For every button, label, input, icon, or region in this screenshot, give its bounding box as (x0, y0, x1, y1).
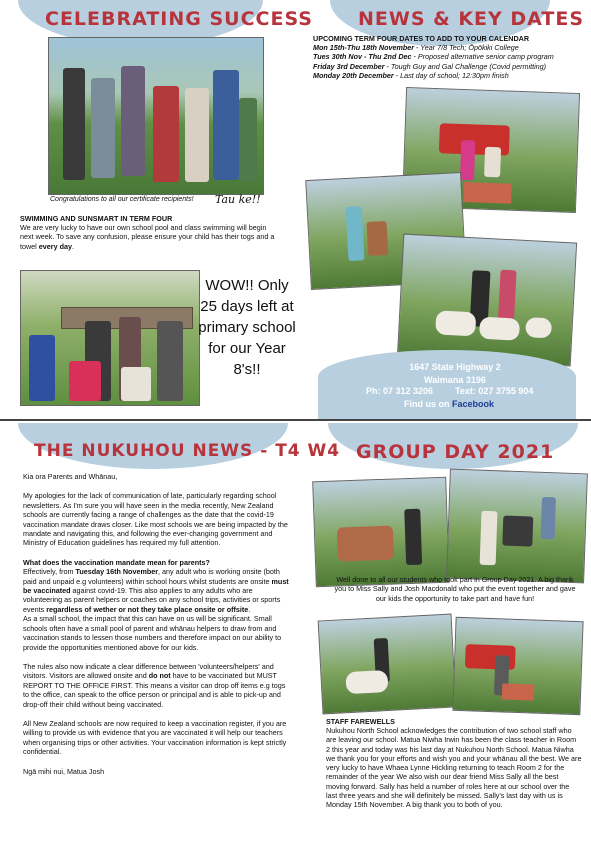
crate (463, 182, 512, 204)
person-figure (541, 497, 556, 539)
letter-paragraph: Effectively, from Tuesday 16th November, any adult who is working onsite (both paid and unpaid e.g volunteers) within school hours whilst students are onsite must be vaccinated against covid-19. This also applies to any adults who are volunteering as parent helpers or coaches on any school trips, activities or sports events regardless of wether or not they take place onsite or offsite. (23, 567, 289, 614)
contact-details (380, 361, 530, 386)
address-line-1: 1647 State Highway 2 (409, 362, 501, 372)
address-line-2: Waimana 3196 (424, 374, 486, 385)
letter-paragraph: My apologies for the lack of communication of late, particularly regarding school newsletters. As I'm sure you will have seen in the media recently, New Zealand schools are currently facing a range of challenges as the date that the covid-19 vaccination mandate draws closer. Like most schools we are being impacted by the mandate and navigating this, and following the ever-changing government and Ministry of Education guidelines has required my full attention. (23, 491, 288, 548)
vaccination-question: What does the vaccination mandate mean for parents? (23, 557, 210, 567)
person-figure (480, 511, 498, 566)
sheep-figure (435, 310, 476, 336)
principal-letter (23, 472, 293, 776)
alpaca-figure (502, 516, 533, 547)
student-figure (69, 361, 101, 401)
nukuhou-news-heading: THE NUKUHOU NEWS - T4 W4 (34, 441, 341, 461)
student-figure (157, 321, 183, 401)
person-figure (404, 509, 422, 566)
find-us-label: Find us on (404, 399, 452, 409)
letter-paragraph: The rules also now indicate a clear difference between 'volunteers/helpers' and visitors. Visitors are allowed onsite and do not have to be vaccinated but MUST REPORT TO THE OFFICE FIRST. This means a visitor can drop off items e.g togs to the office, can speak to the office person or principal and is able to pick-up and drop-off their child without being vaccinated. (23, 661, 286, 709)
date-item: Friday 3rd December - Tough Guy and Gal Challenge (Covid permitting) (313, 61, 547, 71)
letter-greeting: Kia ora Parents and Whānau, (23, 472, 118, 481)
phone-number: Ph: 07 312 3206 (366, 386, 434, 396)
student-figure (29, 335, 55, 401)
letter-paragraph: As a small school, the impact that this can have on us will be significant. Small schools often have a small pool of parent and whānau helpers to draw from and vaccination stands to lessen those numbers and therefore impact on our ability to provide the opportunities mentioned above for our kids. (23, 614, 282, 652)
date-item: Monday 20th December - Last day of school; 12:30pm finish (313, 70, 509, 80)
group-day-heading: GROUP DAY 2021 (356, 441, 555, 463)
newsletter-page-top (0, 0, 591, 420)
student-figure (121, 66, 145, 176)
swimming-text-body: We are very lucky to have our own school pool and class swimming will begin next week. To save any confusion, please ensure your child has their togs and a towel (20, 223, 275, 251)
date-item: Tues 30th Nov - Thu 2nd Dec - Proposed alternative senior camp program (313, 52, 554, 62)
student-figure (213, 70, 239, 180)
student-figure (239, 98, 257, 182)
swimming-title: SWIMMING AND SUNSMART IN TERM FOUR (20, 214, 173, 223)
person-figure (346, 206, 365, 261)
student-figure (63, 68, 85, 180)
tau-ke-handwritten: Tau ke!! (215, 193, 261, 206)
cow-figure (337, 526, 394, 562)
group-day-text: Well done to all our students who took part in Group Day 2021. A big thank you to Miss Sally and Josh Macdonald who put the event together and gave our kids the opportunity to take part and have fun! (334, 575, 576, 603)
person-figure (460, 140, 475, 180)
crate (502, 683, 535, 700)
swimming-text (20, 223, 276, 251)
sheep-figure (525, 317, 552, 338)
swimming-text-end: . (71, 241, 74, 251)
find-us-line (404, 399, 494, 409)
dates-list (313, 43, 588, 80)
year8-students-photo (20, 270, 200, 406)
calf-figure (367, 221, 389, 256)
facebook-link[interactable]: Facebook (452, 399, 495, 409)
group-day-photo-truck (452, 617, 583, 715)
sheep-figure (345, 670, 388, 694)
text-number: Text: 027 3755 904 (455, 386, 534, 396)
letter-paragraph: All New Zealand schools are now required to keep a vaccination register, if you are willing to provide us with evidence that you are vaccinated it will help our teachers when organising trips or other activities. Your vaccination information is kept strictly confidential. (23, 718, 287, 757)
date-item: Mon 15th-Thu 18th November - Year 7/8 Tech; Ōpōkiki College (313, 43, 519, 52)
student-figure (185, 88, 209, 182)
group-day-photo-sheep (318, 614, 457, 715)
swimming-text-bold: every day (38, 241, 72, 251)
newsletter-page-bottom (0, 421, 591, 849)
student-figure (121, 367, 151, 401)
letter-signoff: Ngā mihi nui, Matua Josh (23, 766, 105, 776)
staff-farewells-title: STAFF FAREWELLS (326, 717, 395, 726)
year8-countdown-text: WOW!! Only 25 days left at primary school for our Year 8's!! (198, 277, 296, 378)
news-key-dates-heading: NEWS & KEY DATES (358, 8, 585, 30)
student-figure (153, 86, 179, 182)
certificate-recipients-photo (48, 37, 264, 195)
sheep-figure (479, 317, 520, 341)
staff-farewells-text: Nukuhou North School acknowledges the contribution of two school staff who are leaving our school. Matua Niwha Irwin has been the class teacher in Room 2 this year and today was his last day at Nukuhou North School. Matua Niwha we thank you for your efforts and wish you and your whānau all the best. We are very lucky to have Whaea Lynne Hickling returning to teach Room 2 for the remainder of the year We also wish our dear friend Miss Sally all the best moving forward. Sally has held a number of roles here at our school over the last three years and she will definitely be missed. Sally's last day with us is Monday 15th November. A big thank you to both of you. (326, 726, 582, 810)
group-day-photo-alpaca (446, 469, 588, 584)
photo-caption: Congratulations to all our certificate recipients! (50, 196, 194, 203)
dates-title: UPCOMING TERM FOUR DATES TO ADD TO YOUR CALENDAR (313, 34, 530, 43)
alpaca-figure (484, 147, 501, 178)
group-day-photo-cow (312, 477, 450, 588)
celebrating-success-heading: CELEBRATING SUCCESS (45, 8, 313, 30)
student-figure (91, 78, 115, 178)
collage-photo-sheep (397, 234, 577, 367)
